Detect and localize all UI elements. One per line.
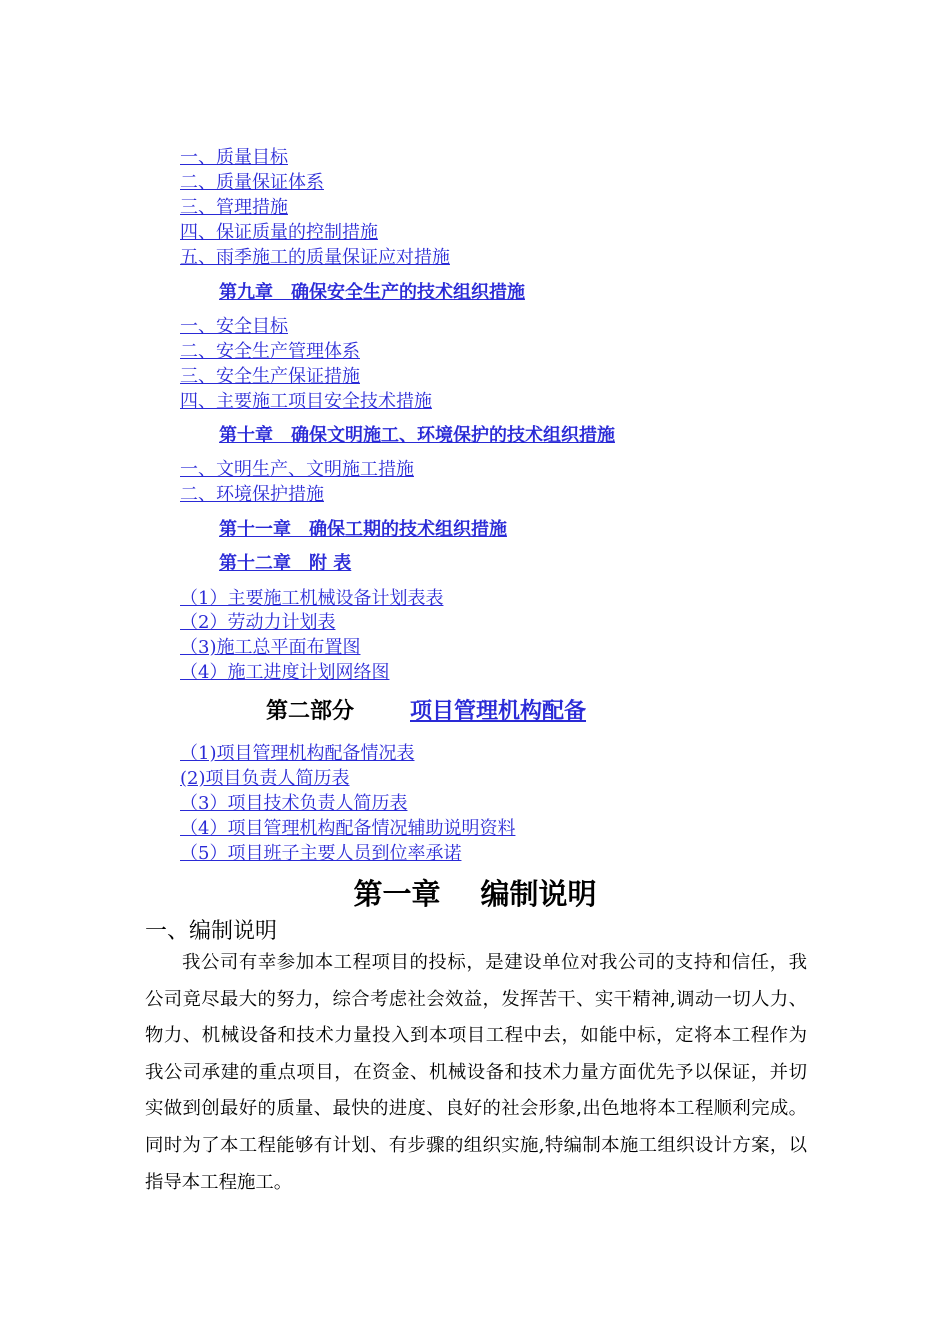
toc-link-safety-tech[interactable]: 四、主要施工项目安全技术措施 bbox=[180, 391, 432, 412]
toc-link-civil-construction[interactable]: 一、文明生产、文明施工措施 bbox=[180, 459, 414, 480]
toc-link-safety-system[interactable]: 二、安全生产管理体系 bbox=[180, 341, 360, 362]
toc-link-tech-lead-resume[interactable]: （3）项目技术负责人简历表 bbox=[180, 793, 408, 814]
toc-link-equipment-plan[interactable]: （1）主要施工机械设备计划表表 bbox=[180, 588, 444, 609]
part2-label: 第二部分 bbox=[266, 699, 355, 724]
toc-chapter-11[interactable]: 第十一章 确保工期的技术组织措施 bbox=[219, 519, 507, 540]
chapter1-title: 第一章 编制说明 bbox=[353, 877, 597, 911]
toc-link-rainy-season[interactable]: 五、雨季施工的质量保证应对措施 bbox=[180, 247, 450, 268]
toc-link-safety-goal[interactable]: 一、安全目标 bbox=[180, 316, 288, 337]
toc-link-environment[interactable]: 二、环境保护措施 bbox=[180, 484, 324, 505]
section1-body: 我公司有幸参加本工程项目的投标，是建设单位对我公司的支持和信任，我公司竟尽最大的努力，综合考虑社会效益，发挥苦干、实干精神,调动一切人力、物力、机械设备和技术力量投入到本项目工程中去，如能中标，定将本工程作为我公司承建的重点项目，在资金、机械设备和技术力量方面优先予以保证，并切实做到创最好的质量、最快的进度、良好的社会形象,出色地将本工程顺利完成。同时为了本工程能够有计划、有步骤的组织实施,特编制本施工组织设计方案，以指导本工程施工。 bbox=[145, 952, 807, 1193]
toc-link-quality-control[interactable]: 四、保证质量的控制措施 bbox=[180, 222, 378, 243]
toc-link-quality-system[interactable]: 二、质量保证体系 bbox=[180, 172, 324, 193]
toc-link-safety-measures[interactable]: 三、安全生产保证措施 bbox=[180, 366, 360, 387]
toc-chapter-10[interactable]: 第十章 确保文明施工、环境保护的技术组织措施 bbox=[219, 425, 615, 446]
toc-link-labor-plan[interactable]: （2）劳动力计划表 bbox=[180, 612, 336, 633]
toc-link-pm-resume[interactable]: (2)项目负责人简历表 bbox=[180, 768, 350, 789]
toc-link-org-table[interactable]: （1)项目管理机构配备情况表 bbox=[180, 743, 415, 764]
toc-link-staff-commitment[interactable]: （5）项目班子主要人员到位率承诺 bbox=[180, 843, 462, 864]
toc-link-org-notes[interactable]: （4）项目管理机构配备情况辅助说明资料 bbox=[180, 818, 516, 839]
toc-link-schedule-network[interactable]: （4）施工进度计划网络图 bbox=[180, 662, 390, 683]
section1-heading: 一、编制说明 bbox=[145, 919, 278, 944]
toc-chapter-9[interactable]: 第九章 确保安全生产的技术组织措施 bbox=[219, 282, 525, 303]
toc-link-site-layout[interactable]: （3)施工总平面布置图 bbox=[180, 637, 361, 658]
toc-link-quality-goal[interactable]: 一、质量目标 bbox=[180, 147, 288, 168]
part2-link[interactable]: 项目管理机构配备 bbox=[410, 699, 587, 724]
toc-chapter-12[interactable]: 第十二章 附 表 bbox=[219, 553, 352, 574]
toc-link-management-measures[interactable]: 三、管理措施 bbox=[180, 197, 288, 218]
